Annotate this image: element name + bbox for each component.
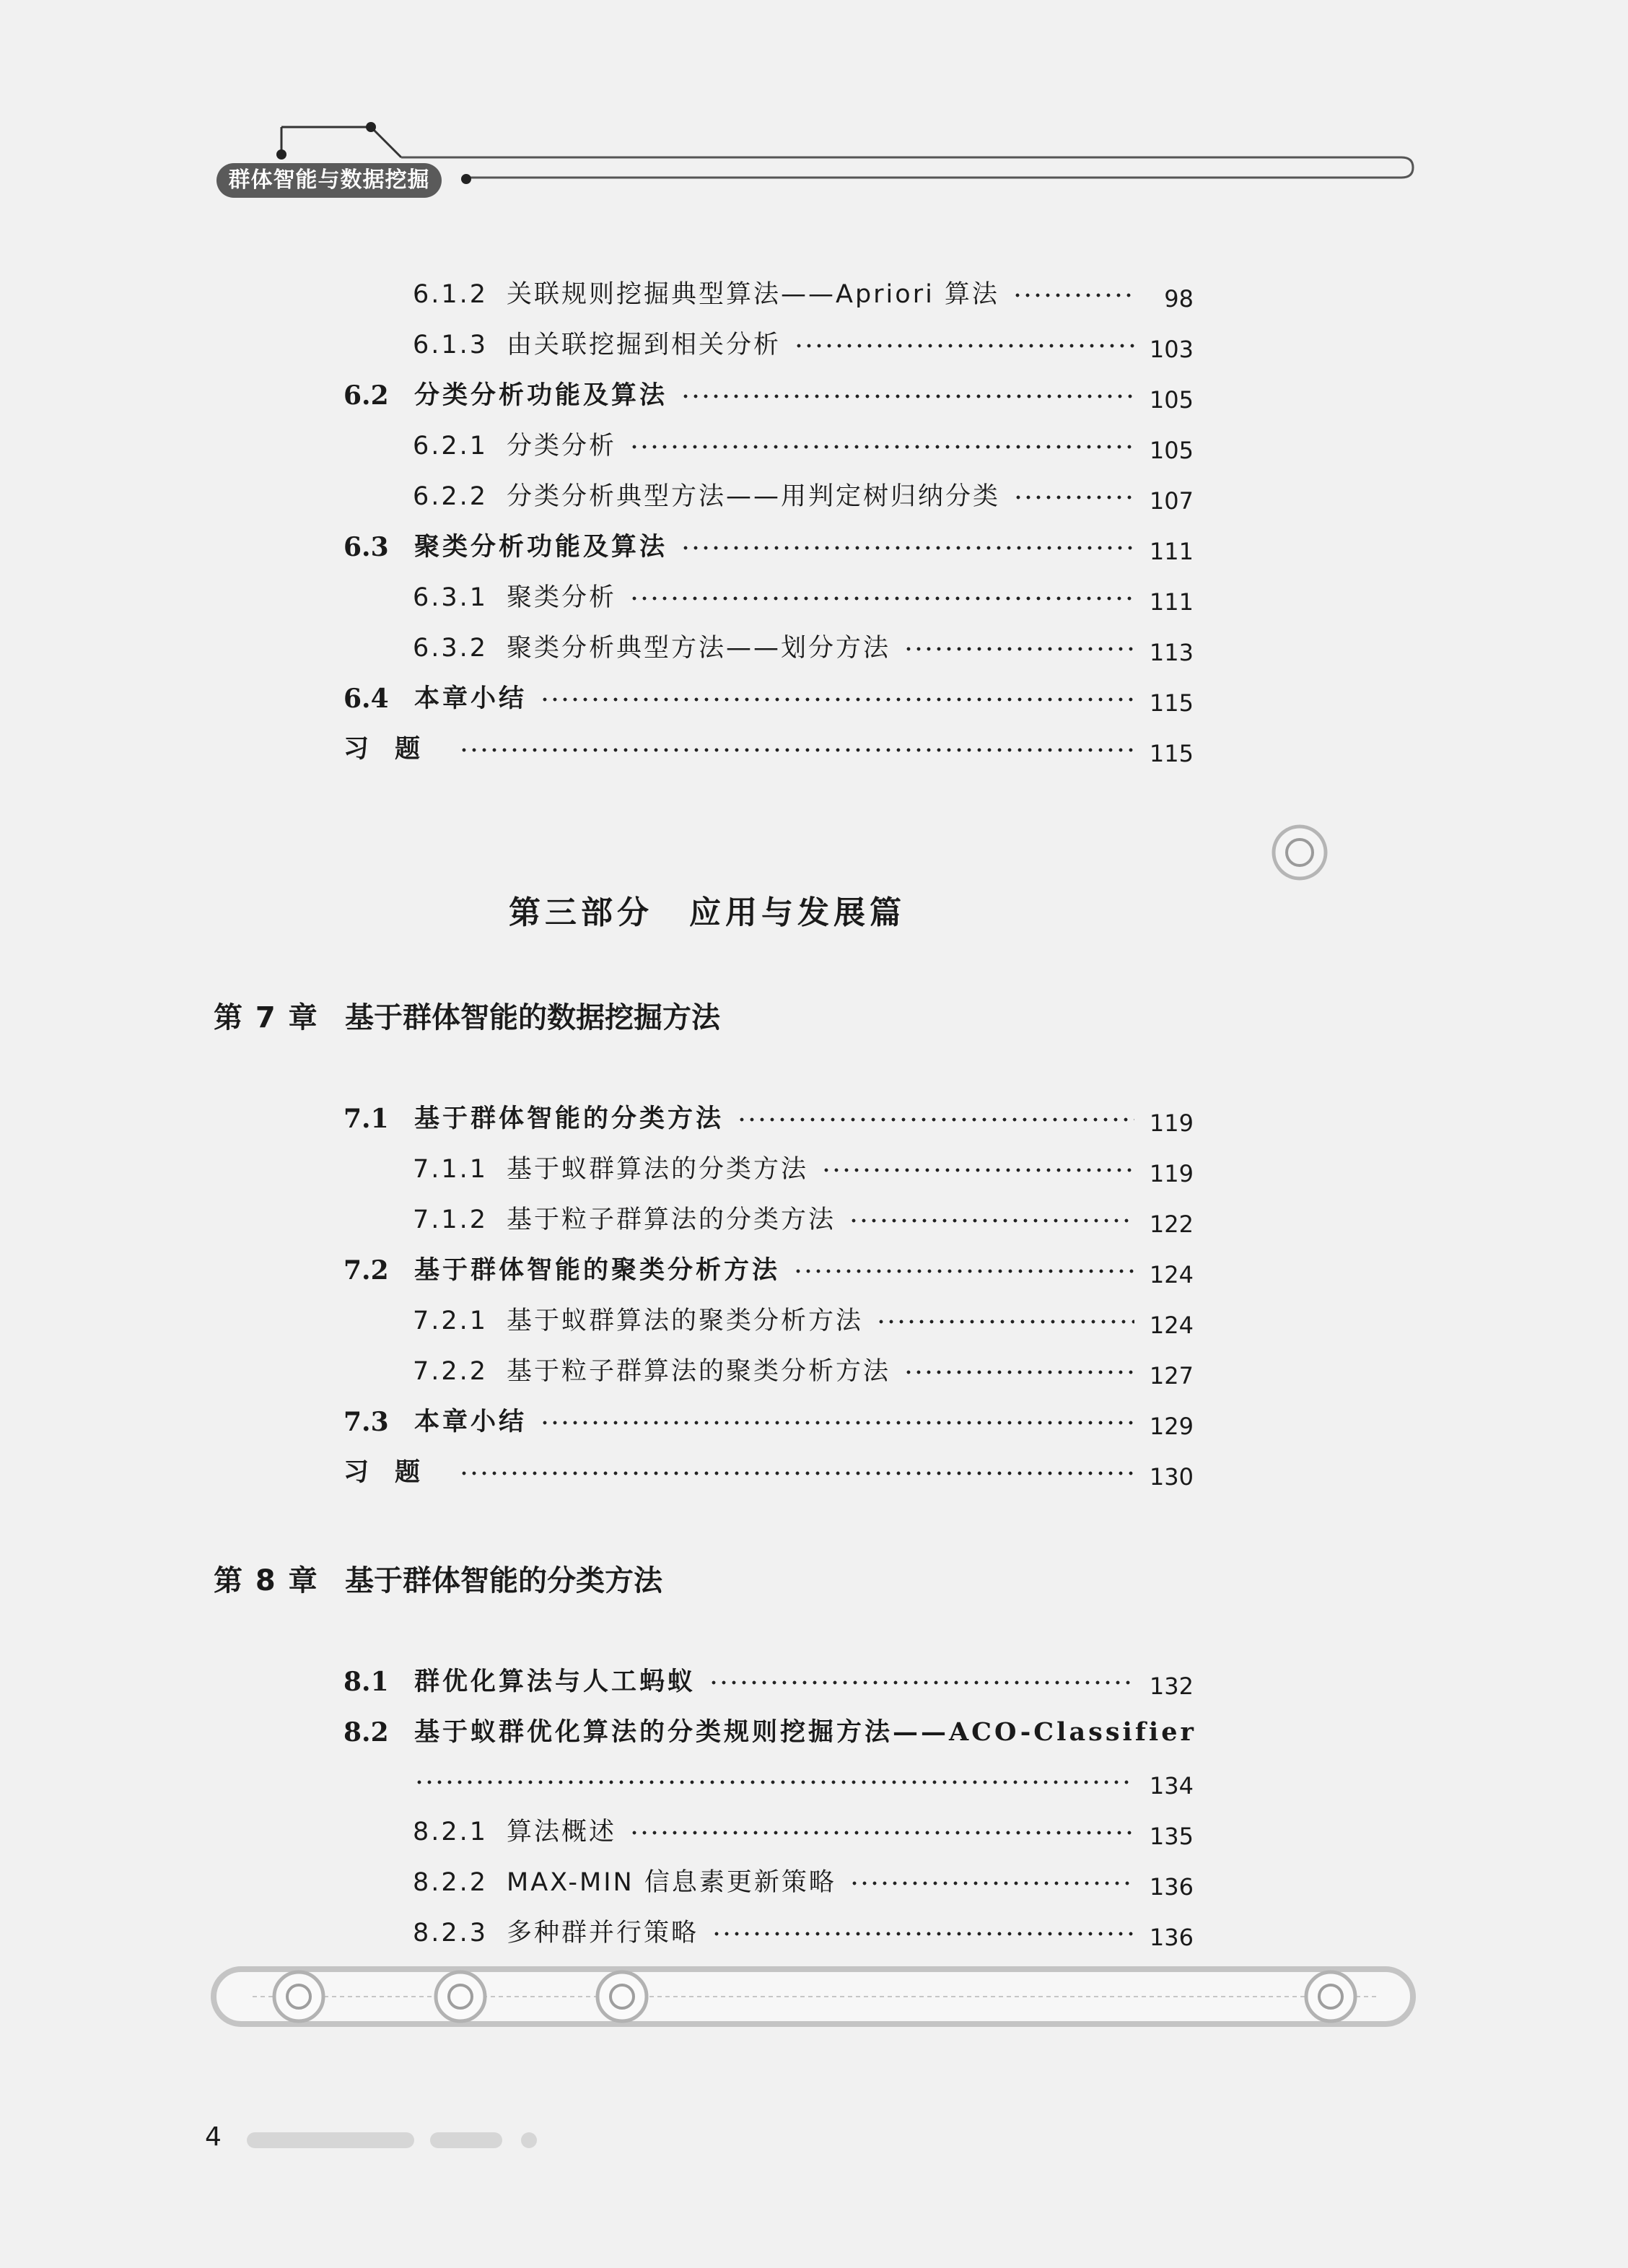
dot-leader bbox=[709, 1680, 1134, 1685]
page-number: 4 bbox=[205, 2122, 222, 2152]
toc-entry-title: MAX-MIN 信息素更新策略 bbox=[507, 1868, 836, 1897]
toc-entry-title: 习题 bbox=[343, 734, 447, 764]
toc-entry-number: 7.2 bbox=[343, 1255, 389, 1286]
toc-entry-page: 115 bbox=[1149, 689, 1194, 717]
chapter-7-heading[interactable] bbox=[214, 995, 720, 1036]
dot-leader bbox=[459, 748, 1134, 752]
toc-entry-title: 习题 bbox=[343, 1457, 447, 1487]
toc-entry-page: 111 bbox=[1149, 588, 1194, 616]
toc-entry-page: 130 bbox=[1149, 1463, 1194, 1491]
footer-bar-long bbox=[247, 2132, 414, 2148]
toc-entry[interactable] bbox=[0, 679, 1628, 719]
toc-entry-number: 6.2.2 bbox=[413, 482, 489, 511]
dot-leader bbox=[629, 596, 1134, 601]
dot-leader bbox=[821, 1168, 1134, 1172]
dot-leader bbox=[540, 697, 1134, 702]
dot-leader bbox=[459, 1471, 1134, 1475]
toc-entry-page: 98 bbox=[1164, 285, 1194, 313]
toc-entry-number: 7.2.2 bbox=[413, 1357, 489, 1386]
toc-entry-number: 6.1.2 bbox=[413, 280, 489, 309]
toc-entry-title: 算法概述 bbox=[507, 1818, 617, 1846]
toc-entry[interactable] bbox=[0, 1200, 1628, 1240]
toc-entry[interactable] bbox=[0, 1250, 1628, 1291]
toc-entry-page: 134 bbox=[1149, 1772, 1194, 1800]
toc-entry-number: 7.1 bbox=[343, 1104, 389, 1134]
toc-entry-page: 107 bbox=[1149, 487, 1194, 515]
dot-leader bbox=[849, 1881, 1134, 1885]
toc-entry-title: 基于粒子群算法的分类方法 bbox=[507, 1205, 836, 1234]
dot-leader bbox=[903, 647, 1134, 651]
toc-entry-title: 分类分析 bbox=[507, 432, 617, 461]
toc-entry-title: 聚类分析 bbox=[507, 583, 617, 612]
chapter-title: 基于群体智能的分类方法 bbox=[345, 1564, 662, 1597]
dot-leader bbox=[876, 1320, 1134, 1324]
chapter-title: 基于群体智能的数据挖掘方法 bbox=[345, 1001, 720, 1034]
dot-leader bbox=[794, 344, 1134, 348]
toc-entry-title: 分类分析功能及算法 bbox=[414, 380, 668, 410]
toc-entry-title: 分类分析典型方法——用判定树归纳分类 bbox=[507, 482, 1001, 511]
toc-entry-page: 115 bbox=[1149, 740, 1194, 767]
toc-entry[interactable] bbox=[0, 1452, 1628, 1493]
chapter-8-heading[interactable] bbox=[214, 1558, 662, 1599]
toc-entry[interactable] bbox=[0, 628, 1628, 668]
dot-leader bbox=[737, 1117, 1134, 1122]
toc-entry-page: 127 bbox=[1149, 1362, 1194, 1390]
toc-entry-page: 119 bbox=[1149, 1109, 1194, 1137]
toc-entry-page: 136 bbox=[1149, 1924, 1194, 1951]
toc-entry-number: 8.1 bbox=[343, 1667, 389, 1697]
toc-entry-title: 基于群体智能的聚类分析方法 bbox=[414, 1255, 781, 1285]
toc-entry-page: 113 bbox=[1149, 639, 1194, 666]
dot-leader bbox=[903, 1370, 1134, 1374]
dot-leader bbox=[793, 1269, 1134, 1273]
toc-entry-page: 124 bbox=[1149, 1312, 1194, 1339]
toc-entry[interactable] bbox=[0, 1099, 1628, 1139]
toc-entry[interactable] bbox=[0, 426, 1628, 466]
dot-leader bbox=[1012, 293, 1134, 297]
part-title: 第三部分 应用与发展篇 bbox=[509, 894, 906, 931]
chapter-number: 第 7 章 bbox=[214, 1001, 319, 1034]
toc-entry-number: 8.2.1 bbox=[413, 1818, 489, 1846]
toc-entry[interactable] bbox=[0, 476, 1628, 517]
footer-bar-short bbox=[430, 2132, 502, 2148]
toc-entry[interactable] bbox=[0, 1301, 1628, 1341]
toc-entry-title: 基于蚁群算法的聚类分析方法 bbox=[507, 1307, 864, 1335]
dot-leader bbox=[849, 1218, 1134, 1223]
toc-entry-number: 8.2 bbox=[343, 1717, 389, 1748]
toc-entry-number: 6.2 bbox=[343, 380, 389, 411]
toc-entry-title: 关联规则挖掘典型算法——Apriori 算法 bbox=[507, 280, 999, 309]
toc-entry-number: 6.1.3 bbox=[413, 331, 489, 359]
toc-entry-page: 105 bbox=[1149, 386, 1194, 414]
toc-entry-number: 7.3 bbox=[343, 1407, 389, 1437]
dot-leader bbox=[1013, 495, 1134, 500]
toc-entry[interactable] bbox=[0, 1812, 1628, 1852]
toc-entry[interactable] bbox=[0, 274, 1628, 315]
toc-entry-title: 聚类分析功能及算法 bbox=[414, 532, 668, 562]
toc-entry-number: 7.2.1 bbox=[413, 1307, 489, 1335]
toc-entry[interactable] bbox=[0, 1712, 1628, 1753]
toc-entry-page: 111 bbox=[1149, 538, 1194, 565]
dot-leader bbox=[680, 546, 1134, 550]
toc-entry-page: 124 bbox=[1149, 1261, 1194, 1288]
toc-entry[interactable] bbox=[0, 1862, 1628, 1903]
toc-entry-page: 103 bbox=[1149, 336, 1194, 363]
toc-entry[interactable] bbox=[0, 1913, 1628, 1953]
dot-leader bbox=[680, 394, 1134, 398]
toc-entry-page: 136 bbox=[1149, 1873, 1194, 1901]
toc-entry-number: 8.2.3 bbox=[413, 1919, 489, 1948]
toc-entry-title: 由关联挖掘到相关分析 bbox=[507, 331, 782, 359]
toc-entry-title: 本章小结 bbox=[414, 684, 528, 713]
toc-entry-page: 122 bbox=[1149, 1211, 1194, 1238]
toc-entry-number: 6.3 bbox=[343, 532, 389, 562]
footer-ornament bbox=[209, 1965, 1417, 2030]
toc-entry[interactable] bbox=[0, 577, 1628, 618]
toc-entry[interactable] bbox=[0, 1402, 1628, 1442]
book-title-badge: 群体智能与数据挖掘 bbox=[216, 163, 442, 198]
toc-entry-number: 6.4 bbox=[343, 684, 389, 714]
toc-entry-title: 基于粒子群算法的聚类分析方法 bbox=[507, 1357, 891, 1386]
toc-entry[interactable] bbox=[0, 1149, 1628, 1190]
toc-entry-page: 105 bbox=[1149, 437, 1194, 464]
chapter-number: 第 8 章 bbox=[214, 1564, 319, 1597]
toc-entry-title: 多种群并行策略 bbox=[507, 1919, 699, 1948]
toc-entry-page: 129 bbox=[1149, 1413, 1194, 1440]
dot-leader bbox=[712, 1932, 1134, 1936]
toc-entry-number: 6.3.2 bbox=[413, 634, 489, 663]
toc-entry-page: 132 bbox=[1149, 1672, 1194, 1700]
toc-entry[interactable] bbox=[0, 729, 1628, 769]
toc-entry-number: 7.1.1 bbox=[413, 1155, 489, 1184]
footer-dot bbox=[521, 2132, 537, 2148]
toc-entry-number: 6.2.1 bbox=[413, 432, 489, 461]
toc-entry-number: 8.2.2 bbox=[413, 1868, 489, 1897]
dot-leader bbox=[629, 1831, 1134, 1835]
toc-entry-page: 119 bbox=[1149, 1160, 1194, 1187]
toc-entry-continuation[interactable] bbox=[0, 1761, 1628, 1802]
toc-entry-title: 聚类分析典型方法——划分方法 bbox=[507, 634, 891, 663]
toc-entry-page: 135 bbox=[1149, 1823, 1194, 1850]
toc-entry[interactable] bbox=[0, 1662, 1628, 1702]
toc-entry[interactable] bbox=[0, 1351, 1628, 1392]
dot-leader bbox=[629, 445, 1134, 449]
toc-entry[interactable] bbox=[0, 375, 1628, 416]
dot-leader bbox=[540, 1421, 1134, 1425]
toc-entry[interactable] bbox=[0, 527, 1628, 567]
toc-entry-number: 7.1.2 bbox=[413, 1205, 489, 1234]
toc-entry-title: 基于蚁群优化算法的分类规则挖掘方法——ACO-Classifier bbox=[414, 1717, 1196, 1747]
toc-entry-title: 基于蚁群算法的分类方法 bbox=[507, 1155, 809, 1184]
toc-entry-title: 群优化算法与人工蚂蚁 bbox=[414, 1667, 696, 1696]
toc-entry-title: 本章小结 bbox=[414, 1407, 528, 1436]
toc-entry[interactable] bbox=[0, 325, 1628, 365]
target-circle-icon bbox=[1270, 823, 1329, 882]
dot-leader bbox=[414, 1780, 1134, 1784]
toc-entry-number: 6.3.1 bbox=[413, 583, 489, 612]
toc-entry-title: 基于群体智能的分类方法 bbox=[414, 1104, 725, 1133]
